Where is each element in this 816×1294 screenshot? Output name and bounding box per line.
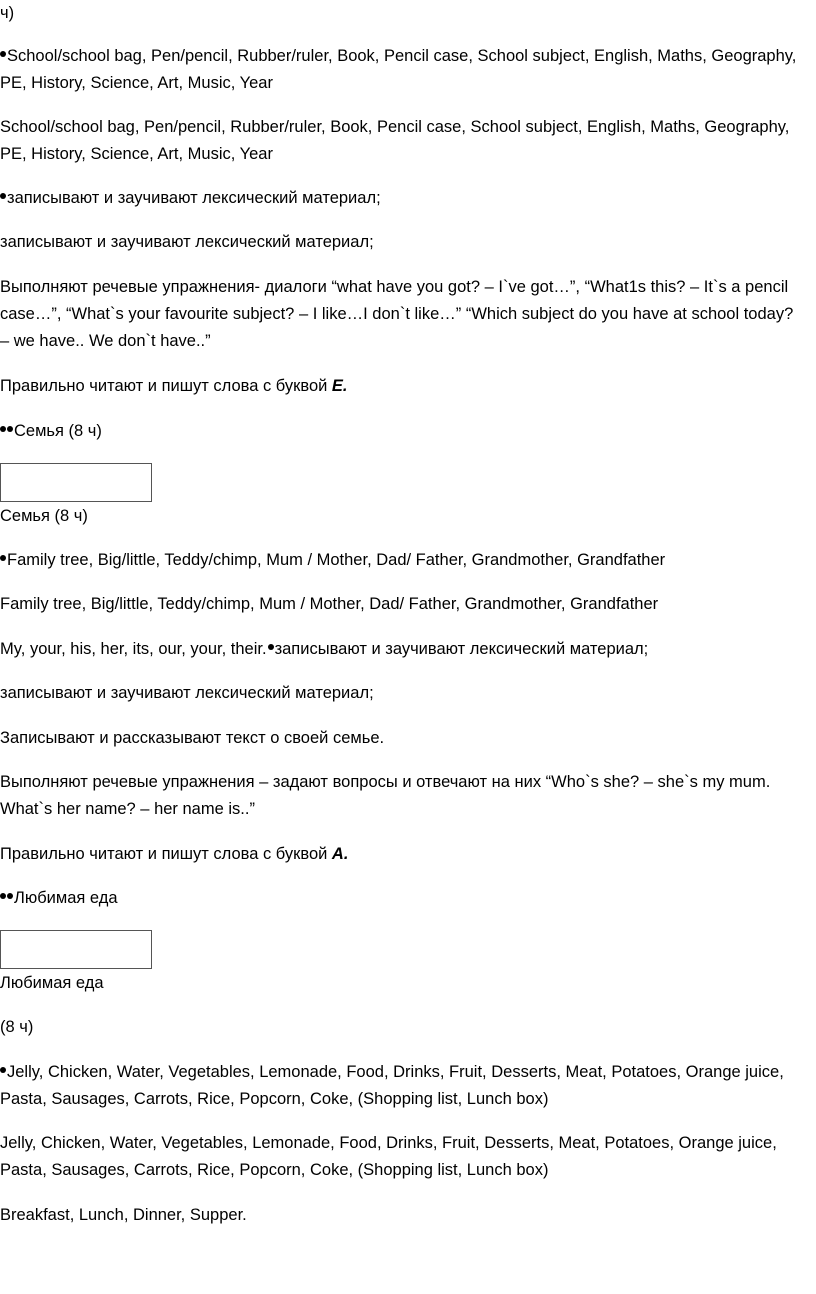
reading-writing-text [0, 841, 800, 868]
activity-text: записывают и заучивают лексический материал; [274, 640, 649, 658]
empty-frame-box [0, 930, 152, 969]
letter-a: A. [331, 845, 349, 863]
food-vocabulary-bulleted [0, 1059, 800, 1113]
vocabulary-text: School/school bag, Pen/pencil, Rubber/ruler, Book, Pencil case, School subject, English, Maths, Geography, PE, History, Science, Art, Music, Year [0, 47, 797, 92]
section-heading-text: Любимая еда [14, 889, 118, 907]
hours-text: (8 ч) [0, 1018, 34, 1036]
activity-text: записывают и заучивают лексический материал; [0, 684, 374, 702]
activity-bulleted [0, 185, 800, 212]
section-heading-family: Семья (8 ч) [0, 507, 88, 525]
pronouns-text: My, your, his, her, its, our, your, their. [0, 640, 267, 658]
speech-exercise-text: Выполняют речевые упражнения – задают вопросы и отвечают на них “Who`s she? – she`s my mum. What`s her name? – her name is..” [0, 773, 771, 818]
family-story-text: Записывают и рассказывают текст о своей семье. [0, 729, 385, 747]
vocabulary-list: School/school bag, Pen/pencil, Rubber/ruler, Book, Pencil case, School subject, English, Maths, Geography, PE, History, Science, Art, Music, Year [0, 118, 790, 163]
reading-writing-label: Правильно читают и пишут слова с буквой [0, 377, 332, 395]
food-vocabulary: Jelly, Chicken, Water, Vegetables, Lemonade, Food, Drinks, Fruit, Desserts, Meat, Potatoes, Orange juice, Pasta, Sausages, Carrots, Rice, Popcorn, Coke, (Shopping list, Lunch box) [0, 1134, 777, 1179]
reading-writing-label: Правильно читают и пишут слова с буквой [0, 845, 332, 863]
meals-text: Breakfast, Lunch, Dinner, Supper. [0, 1206, 247, 1224]
speech-exercise-text: Выполняют речевые упражнения- диалоги “what have you got? – I`ve got…”, “What1s this? – It`s a pencil case…”, “What`s your favourite subject? – I like…I don`t like…” “Which subject do you have at school today? – we have.. We don`t have..” [0, 278, 794, 350]
section-heading-text: Семья (8 ч) [14, 422, 102, 440]
food-vocabulary-text: Jelly, Chicken, Water, Vegetables, Lemonade, Food, Drinks, Fruit, Desserts, Meat, Potatoes, Orange juice, Pasta, Sausages, Carrots, Rice, Popcorn, Coke, (Shopping list, Lunch box) [0, 1063, 784, 1108]
activity-text: записывают и заучивают лексический материал; [0, 233, 374, 251]
reading-writing-text [0, 373, 800, 400]
section-heading-family-bulleted [0, 418, 800, 445]
empty-frame-box [0, 463, 152, 502]
activity-text: записывают и заучивают лексический материал; [7, 189, 381, 207]
family-vocabulary-bulleted [0, 547, 800, 574]
family-vocabulary-text: Family tree, Big/little, Teddy/chimp, Mum / Mother, Dad/ Father, Grandmother, Grandfather [7, 551, 666, 569]
pronouns-line [0, 636, 800, 663]
vocabulary-list-bulleted [0, 43, 800, 97]
text-line: ч) [0, 4, 15, 22]
section-heading-food: Любимая еда [0, 974, 104, 992]
family-vocabulary: Family tree, Big/little, Teddy/chimp, Mum / Mother, Dad/ Father, Grandmother, Grandfather [0, 595, 659, 613]
letter-e: E. [331, 377, 348, 395]
bullet-dot-icon [267, 640, 275, 658]
section-heading-food-bulleted [0, 885, 800, 912]
